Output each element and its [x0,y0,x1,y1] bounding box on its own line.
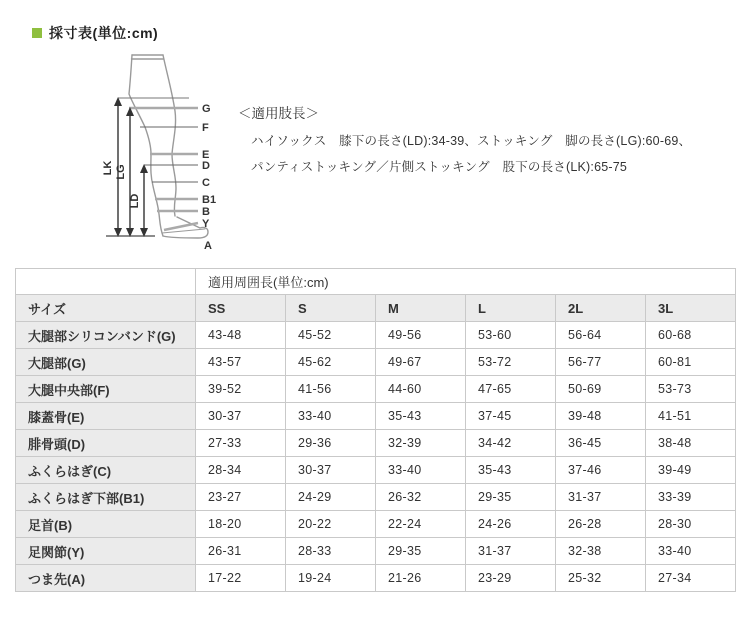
size-value-cell: 50-69 [556,376,646,403]
size-value-cell: 25-32 [556,565,646,592]
measurement-row-label: 大腿部(G) [16,349,196,376]
applicable-length-line1: ハイソックス 膝下の長さ(LD):34-39、ストッキング 脚の長さ(LG):60-69、 [251,134,692,148]
size-value-cell: 26-31 [196,538,286,565]
size-value-cell: 23-29 [466,565,556,592]
table-row [16,430,736,457]
size-value-cell: 31-37 [556,484,646,511]
measurement-row-label: ふくらはぎ(C) [16,457,196,484]
size-value-cell: 33-40 [286,403,376,430]
measurement-row-label: 大腿部シリコンバンド(G) [16,322,196,349]
size-table [15,268,736,592]
table-row [16,484,736,511]
size-col-header-2l: 2L [556,295,646,322]
size-value-cell: 60-81 [646,349,736,376]
size-value-cell: 47-65 [466,376,556,403]
size-value-cell: 37-46 [556,457,646,484]
size-value-cell: 22-24 [376,511,466,538]
size-value-cell: 33-39 [646,484,736,511]
size-value-cell: 39-52 [196,376,286,403]
size-value-cell: 23-27 [196,484,286,511]
size-value-cell: 24-26 [466,511,556,538]
length-label-lg: LG [115,164,127,180]
table-row [16,349,736,376]
page-title [32,23,158,43]
point-label-a: A [204,240,212,252]
size-row-label: サイズ [16,295,196,322]
size-value-cell: 38-48 [646,430,736,457]
applicable-length-note [238,102,691,183]
size-value-cell: 20-22 [286,511,376,538]
size-value-cell: 29-35 [376,538,466,565]
table-row [16,538,736,565]
size-value-cell: 41-51 [646,403,736,430]
size-value-cell: 33-40 [646,538,736,565]
size-value-cell: 26-32 [376,484,466,511]
size-value-cell: 30-37 [286,457,376,484]
measurement-row-label: ふくらはぎ下部(B1) [16,484,196,511]
size-value-cell: 33-40 [376,457,466,484]
size-value-cell: 35-43 [466,457,556,484]
size-value-cell: 29-36 [286,430,376,457]
circumference-header: 適用周囲長(単位:cm) [196,269,736,295]
size-value-cell: 32-39 [376,430,466,457]
size-value-cell: 27-33 [196,430,286,457]
size-col-header-m: M [376,295,466,322]
size-value-cell: 29-35 [466,484,556,511]
size-value-cell: 30-37 [196,403,286,430]
page-title-text: 採寸表(単位:cm) [49,25,159,41]
measurement-row-label: 大腿中央部(F) [16,376,196,403]
table-row [16,511,736,538]
size-value-cell: 53-72 [466,349,556,376]
size-col-header-3l: 3L [646,295,736,322]
size-value-cell: 43-48 [196,322,286,349]
applicable-length-line2: パンティストッキング／片側ストッキング 股下の長さ(LK):65-75 [251,160,628,174]
point-label-b1: B1 [202,194,217,206]
size-value-cell: 45-62 [286,349,376,376]
size-value-cell: 28-30 [646,511,736,538]
point-label-b: B [202,206,210,218]
size-col-header-ss: SS [196,295,286,322]
size-value-cell: 17-22 [196,565,286,592]
size-value-cell: 45-52 [286,322,376,349]
measurement-row-label: 腓骨頭(D) [16,430,196,457]
point-label-d: D [202,160,210,172]
length-label-ld: LD [129,193,141,209]
measurement-row-label: 足関節(Y) [16,538,196,565]
size-value-cell: 56-77 [556,349,646,376]
point-label-e: E [202,149,210,161]
size-value-cell: 35-43 [376,403,466,430]
table-row [16,322,736,349]
size-value-cell: 19-24 [286,565,376,592]
size-value-cell: 28-34 [196,457,286,484]
size-value-cell: 37-45 [466,403,556,430]
size-value-cell: 28-33 [286,538,376,565]
point-label-c: C [202,177,210,189]
size-value-cell: 53-60 [466,322,556,349]
point-label-f: F [202,122,209,134]
measurement-row-label: 膝蓋骨(E) [16,403,196,430]
green-square-bullet-icon [32,28,42,38]
table-row [16,376,736,403]
size-value-cell: 53-73 [646,376,736,403]
measurement-row-label: つま先(A) [16,565,196,592]
table-row [16,403,736,430]
size-value-cell: 43-57 [196,349,286,376]
table-row [16,457,736,484]
size-value-cell: 32-38 [556,538,646,565]
size-value-cell: 49-67 [376,349,466,376]
size-value-cell: 56-64 [556,322,646,349]
size-col-header-s: S [286,295,376,322]
size-value-cell: 26-28 [556,511,646,538]
size-value-cell: 24-29 [286,484,376,511]
size-value-cell: 60-68 [646,322,736,349]
applicable-length-heading: ＜適用肢長＞ [238,106,319,121]
point-label-g: G [202,103,211,115]
size-value-cell: 44-60 [376,376,466,403]
length-label-lk: LK [102,160,114,176]
size-value-cell: 39-49 [646,457,736,484]
leg-measurement-diagram [93,46,228,261]
size-value-cell: 34-42 [466,430,556,457]
size-value-cell: 39-48 [556,403,646,430]
size-table-body [16,322,736,592]
point-label-y: Y [202,218,210,230]
size-value-cell: 36-45 [556,430,646,457]
size-value-cell: 49-56 [376,322,466,349]
size-value-cell: 41-56 [286,376,376,403]
circumference-header-row [16,269,736,295]
size-header-row [16,295,736,322]
corner-cell [16,269,196,295]
measurement-row-label: 足首(B) [16,511,196,538]
table-row [16,565,736,592]
size-value-cell: 31-37 [466,538,556,565]
size-value-cell: 18-20 [196,511,286,538]
size-value-cell: 21-26 [376,565,466,592]
size-value-cell: 27-34 [646,565,736,592]
size-col-header-l: L [466,295,556,322]
